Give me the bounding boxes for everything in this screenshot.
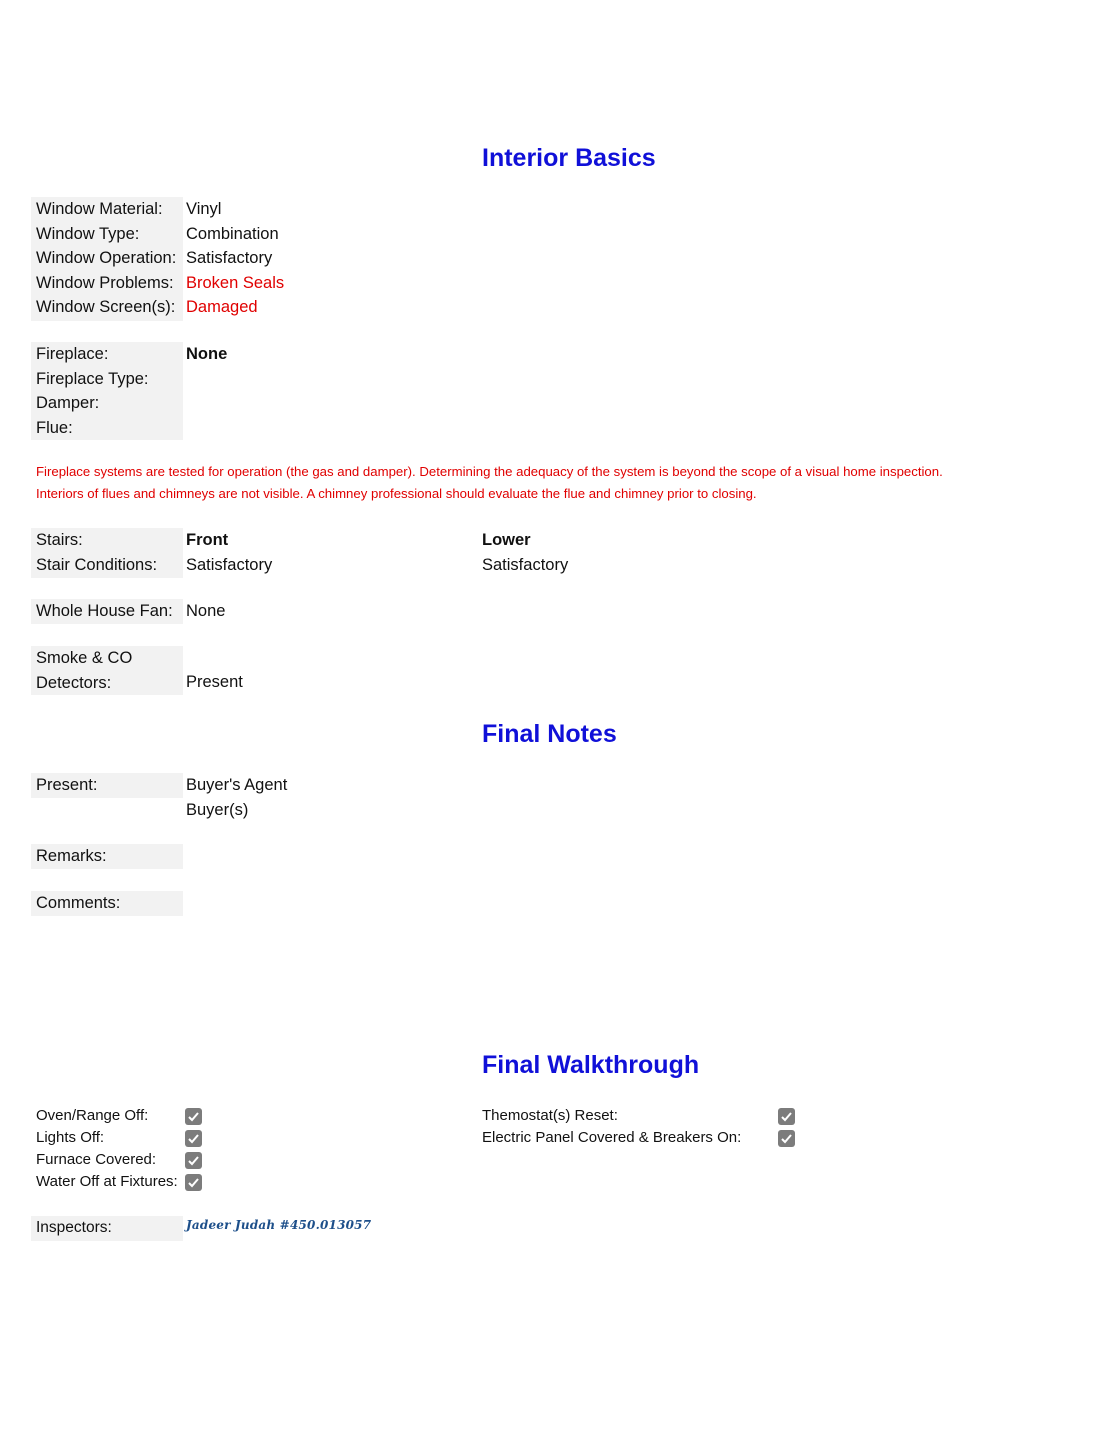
whole-house-fan-value: None	[186, 602, 226, 620]
fireplace-note-line-2: Interiors of flues and chimneys are not visible. A chimney professional should evaluate the flue and chimney prior to closing.	[36, 486, 757, 501]
windows-values	[186, 197, 284, 320]
stairs-lower-name: Lower	[482, 531, 531, 549]
water-off-checkbox[interactable]	[185, 1174, 202, 1191]
electric-panel-label: Electric Panel Covered & Breakers On:	[482, 1129, 742, 1146]
fireplace-value: None	[186, 345, 228, 363]
window-screens-label: Window Screen(s):	[36, 298, 176, 316]
window-operation-value: Satisfactory	[186, 249, 273, 267]
window-type-label: Window Type:	[36, 224, 140, 243]
lights-off-label: Lights Off:	[36, 1129, 105, 1146]
damper-label: Damper:	[36, 394, 100, 412]
present-value-buyers-agent: Buyer's Agent	[186, 776, 288, 794]
detectors-value: Present	[186, 673, 243, 691]
electric-panel-checkbox[interactable]	[778, 1130, 795, 1147]
interior-basics-heading: Interior Basics	[482, 144, 656, 172]
inspector-signature: Jadeer Judah #450.013057	[186, 1218, 372, 1232]
window-problems-label: Window Problems:	[36, 273, 174, 292]
present-values	[186, 773, 287, 822]
stair-conditions-label: Stair Conditions:	[36, 555, 158, 574]
fireplace-label: Fireplace:	[36, 345, 109, 363]
flue-label: Flue:	[36, 418, 73, 437]
final-walkthrough-heading: Final Walkthrough	[482, 1051, 700, 1079]
window-material-label: Window Material:	[36, 200, 163, 218]
whole-house-fan-label: Whole House Fan:	[31, 599, 183, 624]
checkmark-icon	[187, 1132, 200, 1145]
final-notes-heading: Final Notes	[482, 720, 617, 748]
remarks-label: Remarks:	[31, 844, 183, 869]
stairs-lower-condition: Satisfactory	[482, 555, 569, 574]
oven-range-off-label: Oven/Range Off:	[36, 1107, 149, 1124]
detectors-label-block	[31, 646, 183, 695]
lights-off-checkbox[interactable]	[185, 1130, 202, 1147]
checkmark-icon	[187, 1154, 200, 1167]
stairs-label-block	[31, 528, 183, 578]
furnace-covered-checkbox[interactable]	[185, 1152, 202, 1169]
thermostat-reset-label: Themostat(s) Reset:	[482, 1107, 618, 1124]
stairs-front-name: Front	[186, 531, 229, 549]
window-screens-value: Damaged	[186, 298, 258, 316]
stairs-front-column	[186, 528, 272, 577]
checkmark-icon	[187, 1176, 200, 1189]
fireplace-type-label: Fireplace Type:	[36, 369, 149, 388]
stairs-label: Stairs:	[36, 531, 83, 549]
oven-range-off-checkbox[interactable]	[185, 1108, 202, 1125]
windows-label-block	[31, 197, 183, 321]
water-off-label: Water Off at Fixtures:	[36, 1173, 178, 1190]
detectors-label-line-1: Smoke & CO	[36, 649, 133, 667]
detectors-label-line-2: Detectors:	[36, 673, 112, 692]
furnace-covered-label: Furnace Covered:	[36, 1151, 157, 1168]
window-operation-label: Window Operation:	[36, 249, 177, 267]
window-type-value: Combination	[186, 224, 279, 243]
present-label: Present:	[31, 773, 183, 798]
inspectors-label: Inspectors:	[31, 1216, 183, 1241]
comments-label: Comments:	[31, 891, 183, 916]
checkmark-icon	[780, 1132, 793, 1145]
present-value-buyers: Buyer(s)	[186, 800, 249, 819]
window-material-value: Vinyl	[186, 200, 222, 218]
stairs-lower-column	[482, 528, 568, 577]
checkmark-icon	[187, 1110, 200, 1123]
stairs-front-condition: Satisfactory	[186, 555, 273, 574]
fireplace-note-line-1: Fireplace systems are tested for operation (the gas and damper). Determining the adequacy of the system is beyond the scope of a visual home inspection.	[36, 464, 943, 479]
window-problems-value: Broken Seals	[186, 273, 285, 292]
checkmark-icon	[780, 1110, 793, 1123]
fireplace-label-block	[31, 342, 183, 440]
thermostat-reset-checkbox[interactable]	[778, 1108, 795, 1125]
